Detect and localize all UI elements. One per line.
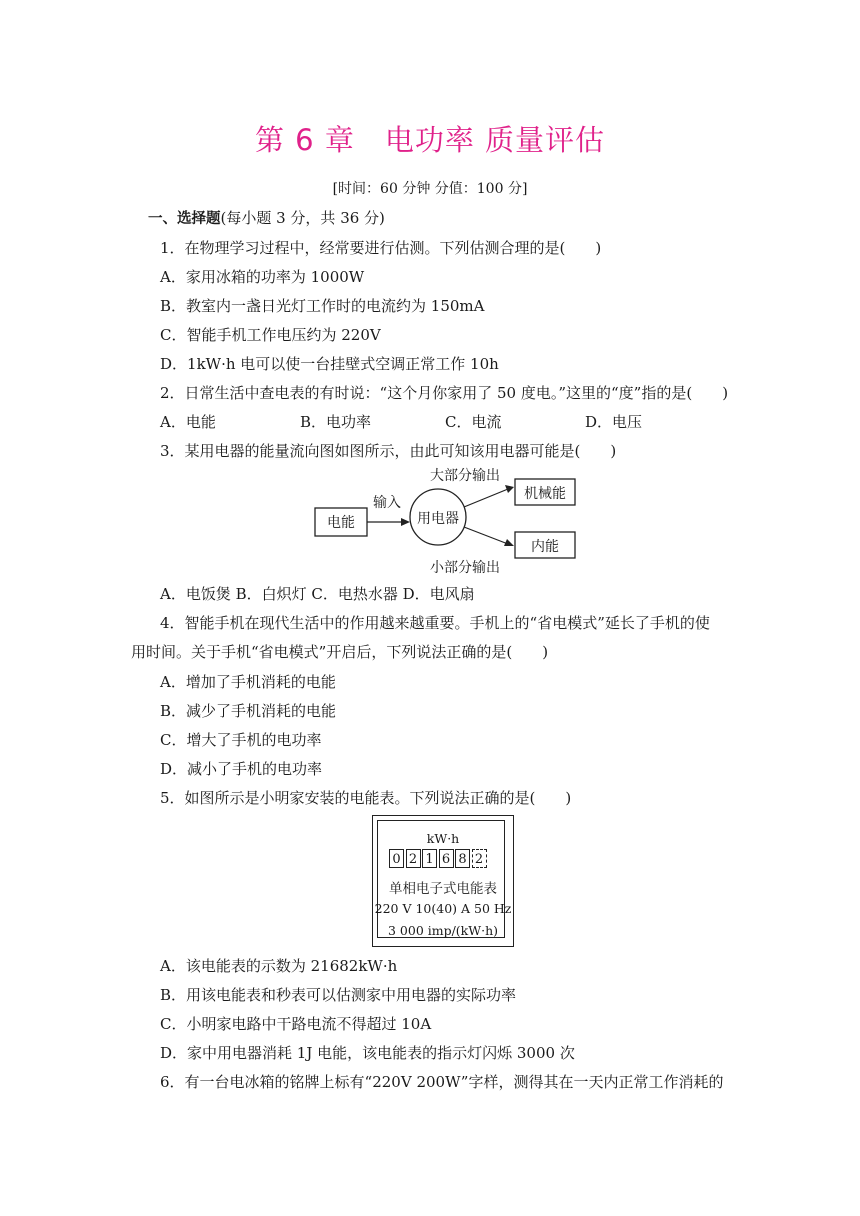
question-2-option-a: A．电能 — [160, 413, 216, 431]
question-1-option-c: C．智能手机工作电压约为 220V — [160, 326, 381, 344]
question-5-stem: 5．如图所示是小明家安装的电能表。下列说法正确的是( ) — [160, 789, 572, 807]
question-3-options: A．电饭煲 B．白炽灯 C．电热水器 D．电风扇 — [160, 585, 475, 603]
question-2-stem: 2．日常生活中查电表的有时说：“这个月你家用了 50 度电。”这里的“度”指的是( ) — [160, 384, 729, 402]
question-4-option-d: D．减小了手机的电功率 — [160, 760, 323, 778]
top-output-label: 大部分输出 — [430, 468, 500, 484]
question-1-option-d: D．1kW·h 电可以使一台挂壁式空调正常工作 10h — [160, 355, 499, 373]
bottom-arrow — [464, 527, 508, 544]
meter-digit: 6 — [439, 849, 454, 868]
bottom-output-label: 小部分输出 — [430, 560, 500, 576]
question-4-option-a: A．增加了手机消耗的电能 — [160, 673, 336, 691]
device-label: 用电器 — [417, 511, 459, 527]
top-arrowhead — [505, 485, 514, 493]
meter-unit: kW·h — [426, 831, 460, 846]
meter-digit: 0 — [389, 849, 404, 868]
question-4-option-b: B．减少了手机消耗的电能 — [160, 702, 337, 720]
question-1-stem: 1．在物理学习过程中，经常要进行估测。下列估测合理的是( ) — [160, 239, 602, 257]
meter-digits — [389, 849, 488, 868]
question-5-option-b: B．用该电能表和秒表可以估测家中用电器的实际功率 — [160, 986, 517, 1004]
energy-flow-diagram — [300, 460, 590, 578]
top-output-name: 机械能 — [524, 486, 566, 502]
section-title: 一、选择题 — [148, 211, 221, 227]
meter-digit: 8 — [455, 849, 470, 868]
section-note: (每小题 3 分，共 36 分) — [220, 209, 385, 227]
question-2-option-b: B．电功率 — [300, 413, 372, 431]
question-5-option-c: C．小明家电路中干路电流不得超过 10A — [160, 1015, 432, 1033]
source-label: 电能 — [327, 515, 355, 531]
energy-meter-figure — [372, 815, 514, 947]
exam-info: [时间：60 分钟 分值：100 分] — [332, 181, 528, 197]
question-2-options — [160, 411, 642, 432]
meter-constant: 3 000 imp/(kW·h) — [387, 923, 499, 938]
meter-digit-decimal: 2 — [472, 849, 487, 868]
meter-rating: 220 V 10(40) A 50 Hz — [374, 901, 512, 916]
question-4-stem-line2: 用时间。关于手机“省电模式”开启后，下列说法正确的是( ) — [131, 643, 549, 661]
section-heading — [148, 207, 385, 228]
meter-name: 单相电子式电能表 — [389, 881, 497, 897]
top-arrow — [464, 489, 508, 507]
bottom-arrowhead — [504, 539, 514, 546]
question-1-option-b: B．教室内一盏日光灯工作时的电流约为 150mA — [160, 297, 485, 315]
page-title: 第 6 章 电功率 质量评估 — [254, 123, 606, 157]
meter-digit: 1 — [422, 849, 437, 868]
question-5-option-a: A．该电能表的示数为 21682kW·h — [160, 957, 398, 975]
question-2-option-c: C．电流 — [445, 413, 502, 431]
question-4-stem-line1: 4．智能手机在现代生活中的作用越来越重要。手机上的“省电模式”延长了手机的使 — [160, 614, 710, 632]
question-4-option-c: C．增大了手机的电功率 — [160, 731, 322, 749]
question-5-option-d: D．家中用电器消耗 1J 电能，该电能表的指示灯闪烁 3000 次 — [160, 1044, 575, 1062]
input-label: 输入 — [373, 495, 401, 511]
input-arrowhead — [401, 518, 410, 526]
bottom-output-name: 内能 — [531, 539, 559, 555]
meter-digit: 2 — [406, 849, 421, 868]
question-1-option-a: A．家用冰箱的功率为 1000W — [160, 268, 365, 286]
question-3-stem: 3．某用电器的能量流向图如图所示，由此可知该用电器可能是( ) — [160, 442, 617, 460]
question-6-stem-line1: 6．有一台电冰箱的铭牌上标有“220V 200W”字样，测得其在一天内正常工作消耗的 — [160, 1073, 724, 1091]
question-2-option-d: D．电压 — [585, 413, 643, 431]
